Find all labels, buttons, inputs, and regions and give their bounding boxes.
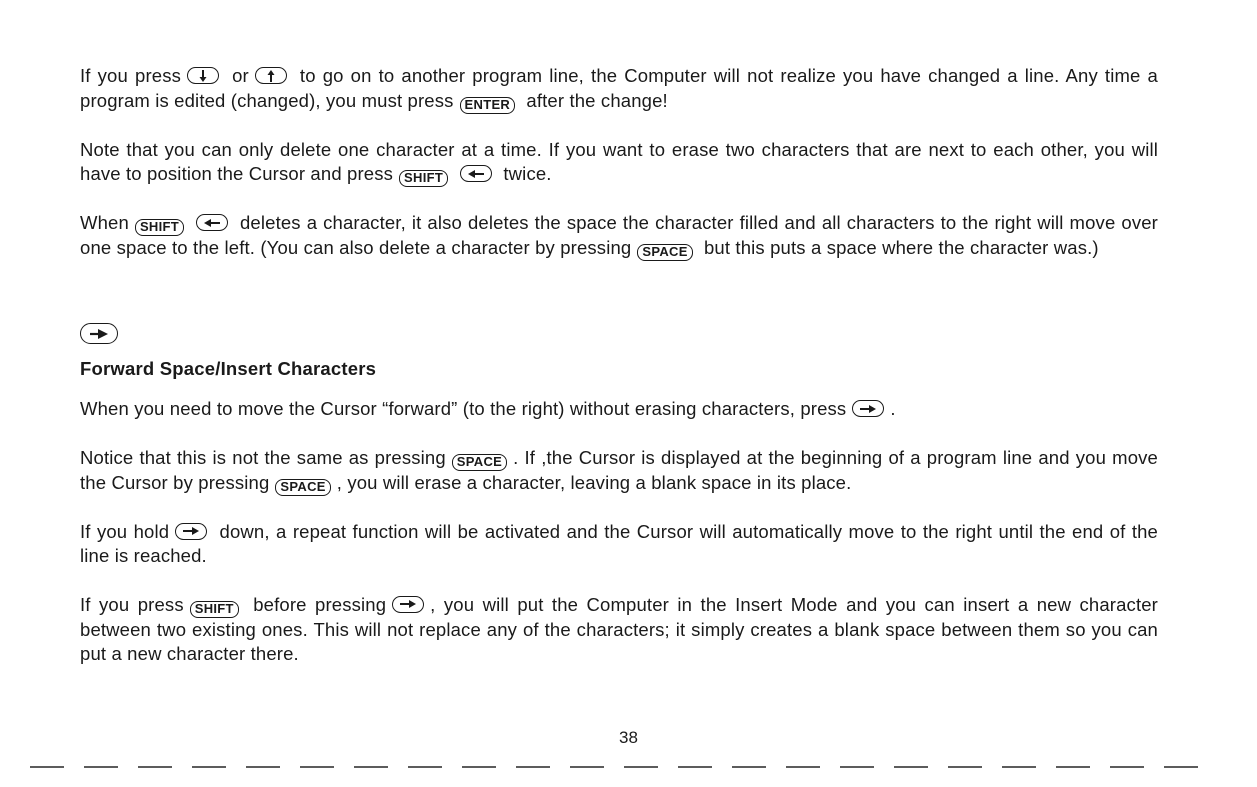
enter-key: ENTER [460,97,516,114]
paragraph-forward [80,397,1158,422]
text: twice. [498,163,552,184]
text: If you press [80,593,184,615]
page-number: 38 [619,728,638,747]
up-arrow-key-icon [255,67,287,84]
text: If you hold [80,520,170,542]
shift-key: SHIFT [135,219,184,236]
text: Note that you can only delete one character at a time. If you want to erase two characters that are next to each other, you will have to position the Cursor and press [80,138,1158,184]
text: to go on to another program line, the Computer will not realize you have changed a line. [292,65,1060,86]
space-key: SPACE [452,454,507,471]
text: When you need to move the Cursor “forward” (to the right) without erasing characters, press [80,398,847,419]
forward-space-icon [80,323,118,344]
right-arrow-key-icon [392,596,424,613]
right-arrow-key-icon [852,400,884,417]
text: after the change! [521,89,668,111]
page-edge-dashes [30,766,1210,768]
text: but this puts a space where the character was.) [698,237,1099,258]
text: Any time a program is edited (changed), you must press [80,65,1158,111]
text: or [225,65,249,86]
left-arrow-key-icon [460,165,492,182]
down-arrow-key-icon [187,67,219,84]
text: down, a repeat function will be activated and the Cursor will automatically move to the right until the end of the line is reached. [80,520,1158,566]
text: If you press [80,65,181,86]
paragraph-notice [80,446,1158,496]
space-key: SPACE [275,479,330,496]
text: , you will put the Computer in the Insert Mode and you can insert a new character between two existing ones. This will not replace any of the characters; it simply creates a blank space between them so you can put a new character there. [80,593,1158,664]
text: Notice that this is not the same as pressing [80,446,446,468]
space-key: SPACE [637,244,692,261]
text: , you will erase a character, leaving a blank space in its place. [336,471,852,493]
paragraph-delete-one [80,138,1158,188]
manual-page [80,64,1158,667]
right-arrow-key-icon [175,523,207,540]
paragraph-delete-shift [80,211,1158,261]
shift-key: SHIFT [190,601,239,618]
text: . If ,the Cursor is displayed at the beginning of a program line and you move the Cursor by pressing [80,446,1158,493]
paragraph-edit-lines [80,64,1158,114]
text: When [80,212,129,233]
shift-key: SHIFT [399,170,448,187]
left-arrow-key-icon [196,214,228,231]
text: deletes a character, it also deletes the space the character filled and all characters to the right will move over one space to the left. (You can also delete a character by pressing [80,212,1158,258]
paragraph-repeat [80,520,1158,569]
text: before pressing [244,593,387,615]
section-heading: Forward Space/Insert Characters [80,358,377,379]
paragraph-insert [80,593,1158,667]
text: . [890,398,896,419]
